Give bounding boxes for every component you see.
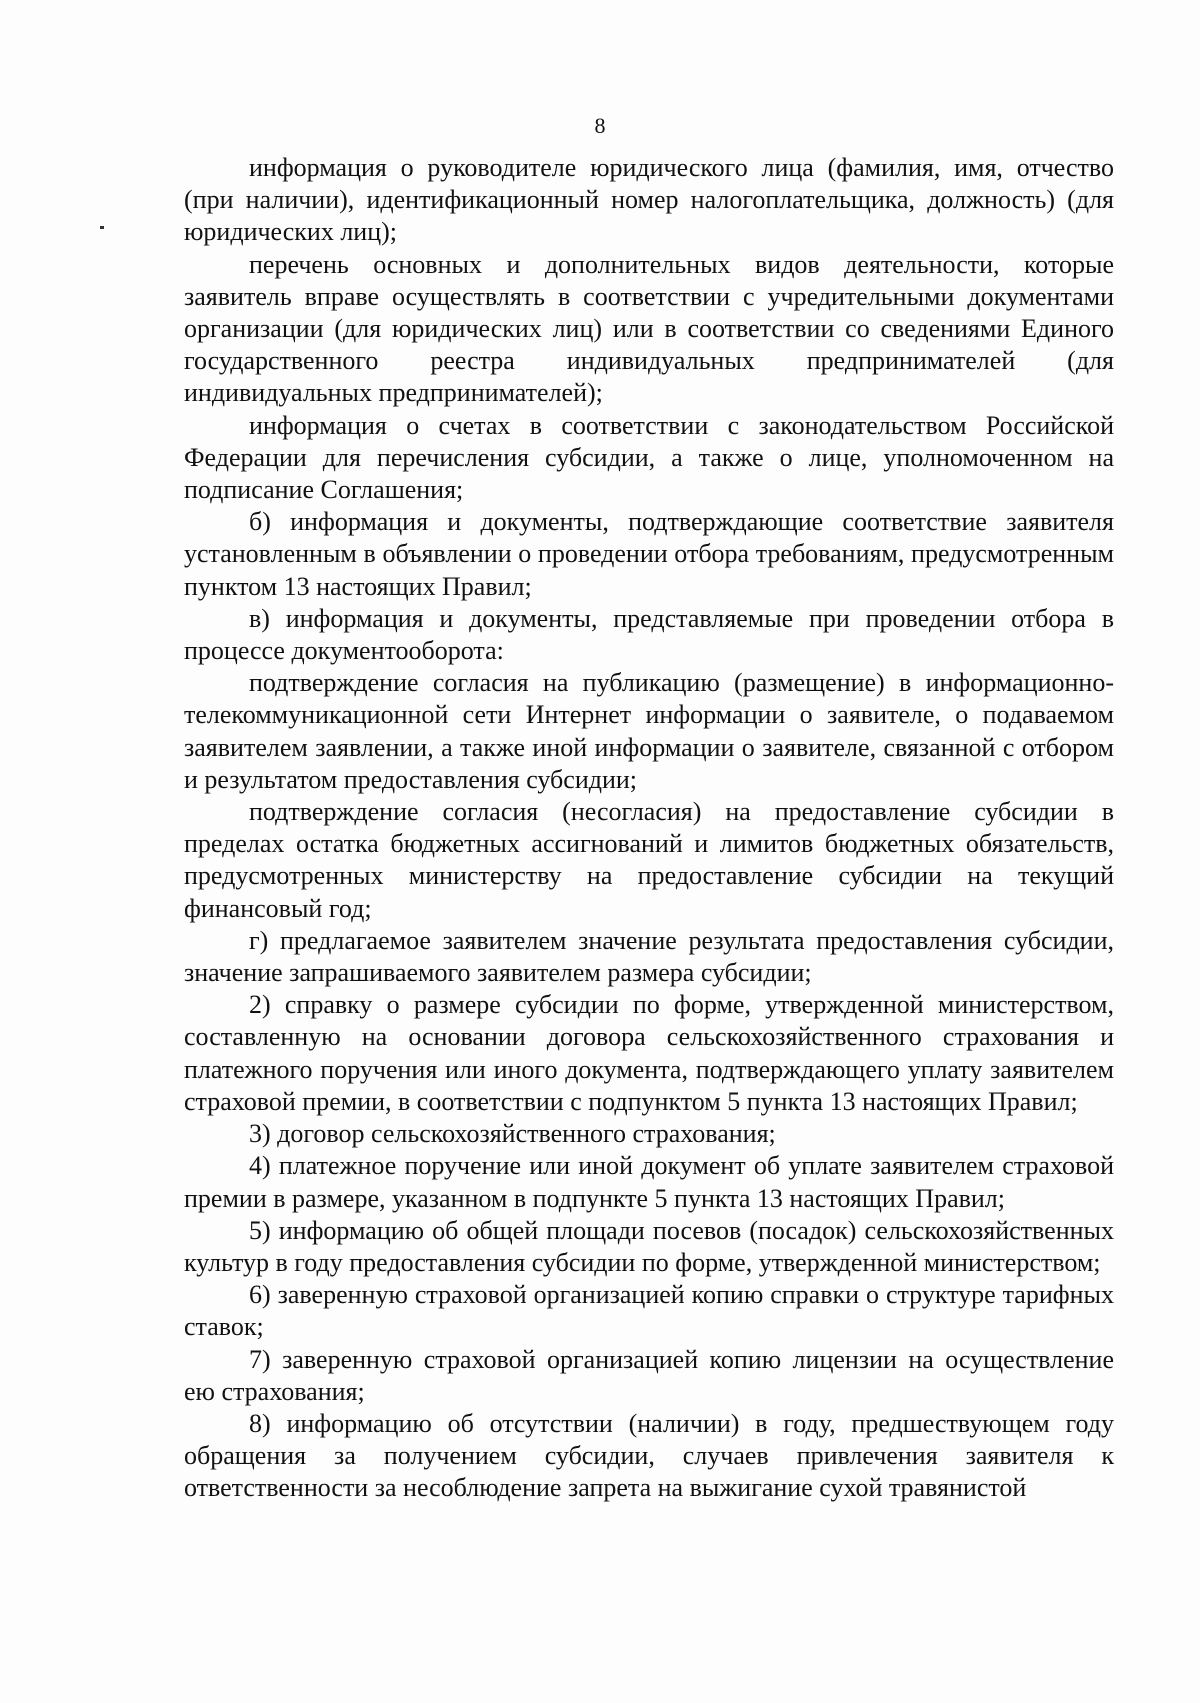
- paragraph-head-info: информация о руководителе юридического лица (фамилия, имя, отчество (при наличии), идентификационный номер налогоплательщика, должность) (для юридических лиц);: [184, 153, 1114, 247]
- paragraph-publication-consent: подтверждение согласия на публикацию (размещение) в информационно-телекоммуникационной сети Интернет информации о заявителе, о подаваемом заявителем заявлении, а также иной информации о заявителе, связанной с отбором и результатом предоставления субсидии;: [184, 668, 1114, 794]
- page-number: 8: [594, 113, 606, 138]
- paragraph-limits-consent: подтверждение согласия (несогласия) на предоставление субсидии в пределах остатка бюджетных ассигнований и лимитов бюджетных обязательств, предусмотренных министерству на предоставление субсидии на текущий финансовый год;: [184, 797, 1114, 923]
- paragraph-item-2: 2) справку о размере субсидии по форме, утвержденной министерством, составленную на основании договора сельскохозяйственного страхования и платежного поручения или иного документа, подтверждающего уплату заявителем страховой премии, в соответствии с подпунктом 5 пункта 13 настоящих Правил;: [184, 990, 1114, 1116]
- paragraph-item-4: 4) платежное поручение или иной документ об уплате заявителем страховой премии в размере, указанном в подпункте 5 пункта 13 настоящих Правил;: [184, 1151, 1114, 1213]
- paragraph-item-6: 6) заверенную страховой организацией копию справки о структуре тарифных ставок;: [184, 1280, 1114, 1342]
- paragraph-item-b: б) информация и документы, подтверждающие соответствие заявителя установленным в объявлении о проведении отбора требованиям, предусмотренным пунктом 13 настоящих Правил;: [184, 507, 1114, 601]
- paragraph-item-5: 5) информацию об общей площади посевов (посадок) сельскохозяйственных культур в году предоставления субсидии по форме, утвержденной министерством;: [184, 1215, 1114, 1277]
- margin-mark: [100, 226, 104, 229]
- paragraph-accounts-info: информация о счетах в соответствии с законодательством Российской Федерации для перечисления субсидии, а также о лице, уполномоченном на подписание Соглашения;: [184, 410, 1114, 505]
- paragraph-item-8: 8) информацию об отсутствии (наличии) в году, предшествующем году обращения за получением субсидии, случаев привлечения заявителя к ответственности за несоблюдение запрета на выжигание сухой травянистой: [184, 1408, 1114, 1503]
- paragraph-activities-list: перечень основных и дополнительных видов деятельности, которые заявитель вправе осуществлять в соответствии с учредительными документами организации (для юридических лиц) или в соответствии со сведениями Единого государственного реестра индивидуальных предпринимателей (для индивидуальных предпринимателей);: [184, 249, 1114, 408]
- paragraph-item-7: 7) заверенную страховой организацией копию лицензии на осуществление ею страхования;: [184, 1344, 1114, 1406]
- paragraph-item-v: в) информация и документы, представляемые при проведении отбора в процессе документооборота:: [184, 603, 1114, 666]
- paragraph-item-g: г) предлагаемое заявителем значение результата предоставления субсидии, значение запрашиваемого заявителем размера субсидии;: [184, 925, 1114, 988]
- document-body: [184, 152, 1114, 1505]
- paragraph-item-3: 3) договор сельскохозяйственного страхования;: [249, 1119, 776, 1149]
